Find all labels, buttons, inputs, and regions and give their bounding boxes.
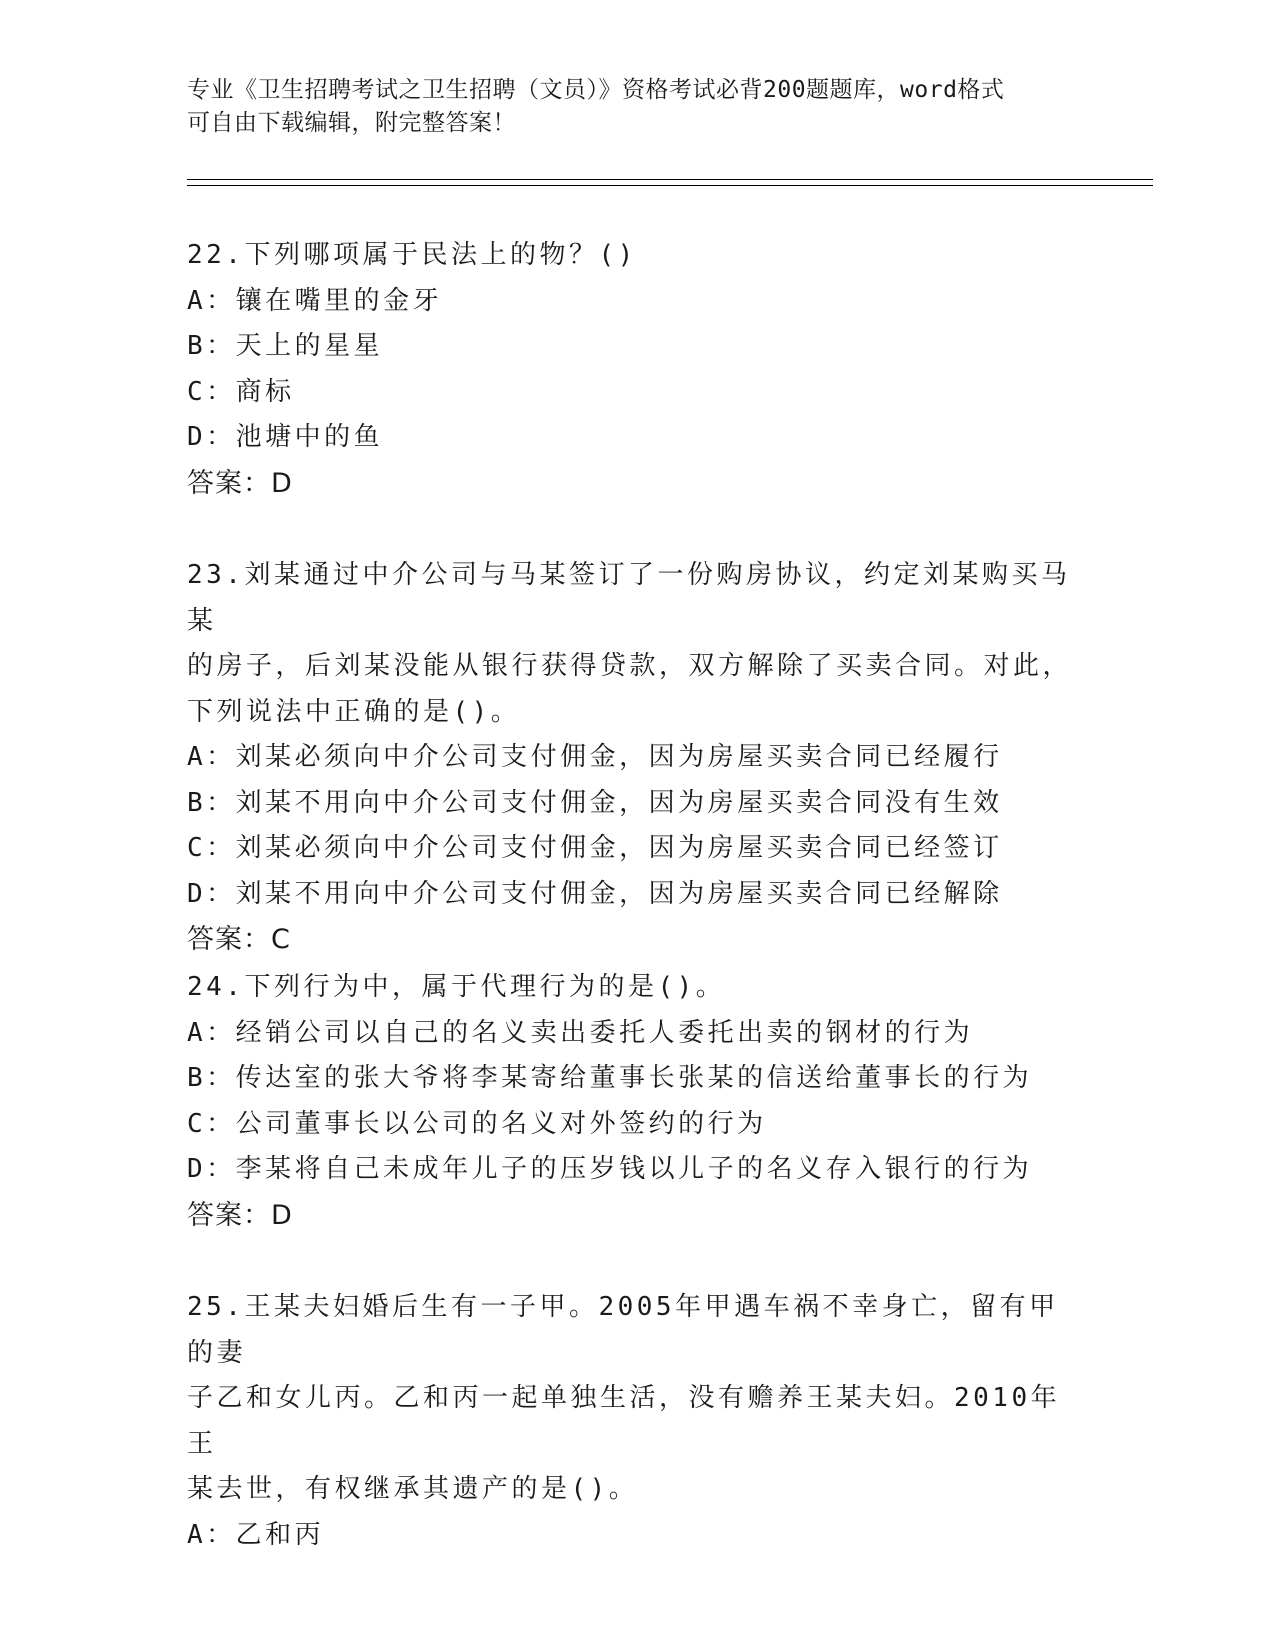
header-line-2: 可自由下载编辑，附完整答案！ xyxy=(187,110,516,136)
option-c: C：公司董事长以公司的名义对外签约的行为 xyxy=(187,1108,767,1139)
option-b: B：传达室的张大爷将李某寄给董事长张某的信送给董事长的行为 xyxy=(187,1063,1033,1093)
option-d: D：李某将自己未成年儿子的压岁钱以儿子的名义存入银行的行为 xyxy=(187,1154,1033,1184)
option-a: A：经销公司以自己的名义卖出委托人委托出卖的钢材的行为 xyxy=(187,1017,974,1048)
question-stem-line: 25.王某夫妇婚后生有一子甲。2005年甲遇车祸不幸身亡，留有甲的妻 xyxy=(187,1292,1059,1368)
header-line-1: 专业《卫生招聘考试之卫生招聘（文员）》资格考试必背200题题库，word格式 xyxy=(187,77,1005,103)
question-stem-line: 下列说法中正确的是()。 xyxy=(187,696,521,727)
question-stem-line: 22.下列哪项属于民法上的物？() xyxy=(187,240,637,270)
answer-line: 答案：D xyxy=(187,467,293,499)
option-a: A：镶在嘴里的金牙 xyxy=(187,285,443,316)
option-d: D：池塘中的鱼 xyxy=(187,422,384,452)
question-22 xyxy=(187,233,1087,506)
document-header xyxy=(187,74,1067,140)
answer-line: 答案：C xyxy=(187,924,291,955)
question-stem-line: 的房子，后刘某没能从银行获得贷款，双方解除了买卖合同。对此， xyxy=(187,651,1073,681)
option-b: B：天上的星星 xyxy=(187,331,384,361)
header-divider-top xyxy=(187,179,1153,180)
question-stem-line: 某去世，有权继承其遗产的是()。 xyxy=(187,1474,639,1504)
option-c: C：商标 xyxy=(187,376,295,407)
question-25 xyxy=(187,1285,1087,1558)
question-stem-line: 24.下列行为中，属于代理行为的是()。 xyxy=(187,972,726,1002)
option-c: C：刘某必须向中介公司支付佣金，因为房屋买卖合同已经签订 xyxy=(187,833,1003,863)
option-a: A：刘某必须向中介公司支付佣金，因为房屋买卖合同已经履行 xyxy=(187,742,1003,772)
question-23 xyxy=(187,553,1087,963)
header-divider-bottom xyxy=(187,185,1153,186)
question-stem-line: 子乙和女儿丙。乙和丙一起单独生活，没有赡养王某夫妇。2010年王 xyxy=(187,1383,1061,1459)
answer-line: 答案：D xyxy=(187,1199,293,1231)
question-stem-line: 23.刘某通过中介公司与马某签订了一份购房协议，约定刘某购买马某 xyxy=(187,560,1071,636)
option-d: D：刘某不用向中介公司支付佣金，因为房屋买卖合同已经解除 xyxy=(187,878,1003,909)
option-a: A：乙和丙 xyxy=(187,1519,325,1550)
question-24 xyxy=(187,965,1087,1238)
option-b: B：刘某不用向中介公司支付佣金，因为房屋买卖合同没有生效 xyxy=(187,787,1003,818)
